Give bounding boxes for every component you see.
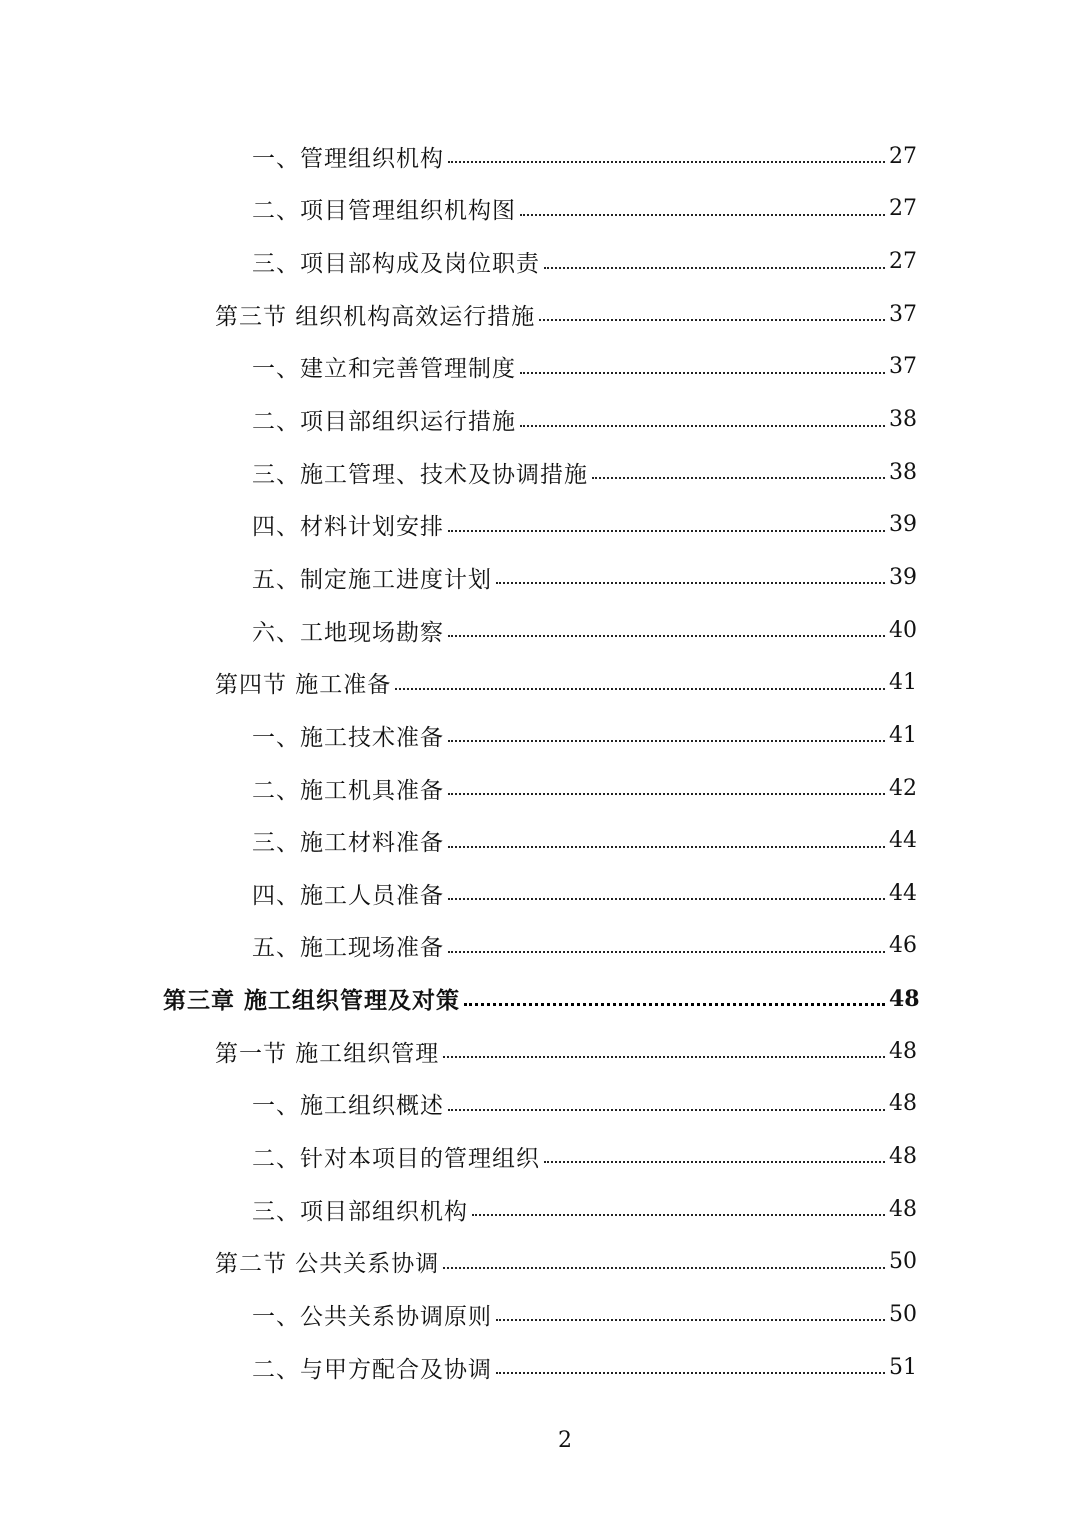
toc-entry-title: 第二节 公共关系协调 — [215, 1245, 443, 1278]
toc-entry-title: 三、项目部构成及岗位职责 — [252, 245, 544, 278]
toc-leader-dots — [464, 1003, 885, 1006]
toc-entry-title: 第三章 施工组织管理及对策 — [163, 982, 464, 1015]
toc-leader-dots — [592, 477, 885, 479]
toc-entry-title: 二、针对本项目的管理组织 — [252, 1140, 544, 1173]
toc-entry-page: 42 — [889, 775, 917, 801]
toc-leader-dots — [496, 1319, 885, 1321]
toc-entry-title: 第一节 施工组织管理 — [215, 1035, 443, 1068]
toc-entry[interactable] — [0, 498, 1080, 551]
toc-leader-dots — [443, 1056, 885, 1058]
toc-entry-title: 二、与甲方配合及协调 — [252, 1351, 496, 1384]
toc-entry-page: 48 — [889, 1196, 917, 1222]
toc-entry-title: 第三节 组织机构高效运行措施 — [215, 298, 539, 331]
toc-entry-page: 46 — [889, 933, 917, 959]
toc-entry[interactable] — [0, 235, 1080, 288]
toc-entry-title: 二、项目部组织运行措施 — [252, 403, 520, 436]
toc-leader-dots — [496, 1372, 885, 1374]
toc-entry-page: 41 — [889, 670, 917, 696]
toc-leader-dots — [472, 1214, 885, 1216]
toc-leader-dots — [448, 740, 885, 742]
toc-leader-dots — [443, 1267, 885, 1269]
toc-entry[interactable] — [0, 551, 1080, 604]
toc-leader-dots — [448, 951, 885, 953]
toc-entry-page: 48 — [889, 1091, 917, 1117]
toc-section-entry[interactable] — [0, 656, 1080, 709]
toc-entry-title: 三、施工材料准备 — [252, 824, 448, 857]
toc-leader-dots — [448, 793, 885, 795]
toc-section-entry[interactable] — [0, 288, 1080, 341]
toc-entry[interactable] — [0, 1130, 1080, 1183]
toc-entry[interactable] — [0, 393, 1080, 446]
toc-entry[interactable] — [0, 867, 1080, 920]
toc-entry-page: 38 — [889, 407, 917, 433]
toc-leader-dots — [544, 1161, 885, 1163]
toc-entry-page: 44 — [889, 828, 917, 854]
toc-entry-page: 41 — [889, 722, 917, 748]
toc-entry-title: 三、项目部组织机构 — [252, 1193, 472, 1226]
toc-leader-dots — [395, 688, 885, 690]
toc-entry-page: 44 — [889, 880, 917, 906]
toc-entry-page: 37 — [889, 354, 917, 380]
toc-entry[interactable] — [0, 1288, 1080, 1341]
toc-entry-title: 六、工地现场勘察 — [252, 614, 448, 647]
toc-leader-dots — [448, 846, 885, 848]
toc-leader-dots — [448, 635, 885, 637]
toc-entry-title: 一、施工组织概述 — [252, 1087, 448, 1120]
toc-entry[interactable] — [0, 1341, 1080, 1394]
toc-leader-dots — [448, 1109, 885, 1111]
toc-leader-dots — [448, 161, 885, 163]
toc-entry-title: 三、施工管理、技术及协调措施 — [252, 456, 592, 489]
toc-entry-page: 37 — [889, 301, 917, 327]
toc-entry-page: 38 — [889, 459, 917, 485]
toc-entry-page: 27 — [889, 249, 917, 275]
toc-entry-page: 27 — [889, 196, 917, 222]
toc-entry-title: 二、施工机具准备 — [252, 772, 448, 805]
toc-entry-title: 四、材料计划安排 — [252, 508, 448, 541]
toc-entry-title: 一、施工技术准备 — [252, 719, 448, 752]
toc-entry-page: 51 — [889, 1354, 917, 1380]
toc-entry-page: 27 — [889, 143, 917, 169]
toc-entry[interactable] — [0, 1078, 1080, 1131]
toc-entry[interactable] — [0, 709, 1080, 762]
toc-section-entry[interactable] — [0, 1025, 1080, 1078]
toc-entry[interactable] — [0, 130, 1080, 183]
toc-leader-dots — [496, 582, 885, 584]
toc-entry-page: 39 — [889, 564, 917, 590]
toc-entry-title: 第四节 施工准备 — [215, 666, 395, 699]
toc-leader-dots — [520, 372, 885, 374]
toc-entry-title: 一、建立和完善管理制度 — [252, 350, 520, 383]
toc-entry-page: 39 — [889, 512, 917, 538]
toc-entry[interactable] — [0, 814, 1080, 867]
toc-entry-page: 48 — [889, 985, 920, 1012]
toc-entry[interactable] — [0, 920, 1080, 973]
toc-section-entry[interactable] — [0, 1235, 1080, 1288]
toc-entry-title: 二、项目管理组织机构图 — [252, 192, 520, 225]
table-of-contents — [0, 130, 1080, 1393]
page-number: 2 — [558, 1428, 572, 1453]
toc-leader-dots — [520, 214, 885, 216]
toc-entry[interactable] — [0, 446, 1080, 499]
toc-entry-page: 48 — [889, 1143, 917, 1169]
toc-entry-page: 50 — [889, 1301, 917, 1327]
toc-chapter-entry[interactable] — [0, 972, 1080, 1025]
toc-entry-title: 五、施工现场准备 — [252, 929, 448, 962]
toc-entry[interactable] — [0, 341, 1080, 394]
toc-entry[interactable] — [0, 1183, 1080, 1236]
toc-leader-dots — [520, 425, 885, 427]
toc-entry[interactable] — [0, 183, 1080, 236]
toc-leader-dots — [448, 530, 885, 532]
toc-entry-title: 五、制定施工进度计划 — [252, 561, 496, 594]
toc-entry-page: 48 — [889, 1038, 917, 1064]
toc-entry-title: 四、施工人员准备 — [252, 877, 448, 910]
toc-entry-title: 一、管理组织机构 — [252, 140, 448, 173]
toc-entry[interactable] — [0, 604, 1080, 657]
toc-entry-page: 50 — [889, 1249, 917, 1275]
toc-leader-dots — [448, 898, 885, 900]
toc-entry[interactable] — [0, 762, 1080, 815]
toc-entry-title: 一、公共关系协调原则 — [252, 1298, 496, 1331]
toc-entry-page: 40 — [889, 617, 917, 643]
toc-leader-dots — [544, 267, 885, 269]
toc-leader-dots — [539, 319, 885, 321]
